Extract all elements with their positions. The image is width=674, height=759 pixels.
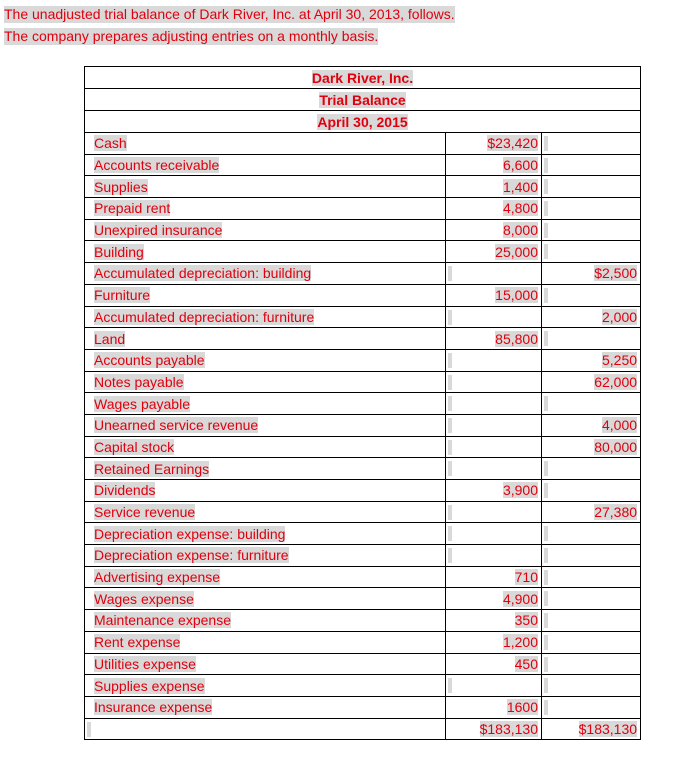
debit-cell bbox=[446, 371, 542, 393]
account-cell bbox=[85, 263, 446, 285]
debit-cell bbox=[446, 718, 542, 740]
debit-cell bbox=[446, 653, 542, 675]
account-name: Dividends bbox=[94, 482, 156, 499]
blank-marker bbox=[544, 223, 548, 238]
credit-cell bbox=[542, 718, 641, 740]
table-row bbox=[85, 328, 641, 350]
account-name: Wages expense bbox=[94, 590, 194, 607]
account-name: Prepaid rent bbox=[94, 200, 171, 217]
debit-cell bbox=[446, 414, 542, 436]
table-row bbox=[85, 631, 641, 653]
table-row bbox=[85, 501, 641, 523]
account-name: Furniture bbox=[94, 287, 151, 304]
debit-cell bbox=[446, 480, 542, 502]
credit-cell bbox=[542, 371, 641, 393]
account-name: Accumulated depreciation: building bbox=[94, 265, 312, 282]
table-row bbox=[85, 480, 641, 502]
debit-cell bbox=[446, 154, 542, 176]
credit-cell bbox=[542, 480, 641, 502]
debit-cell bbox=[446, 349, 542, 371]
debit-amount: 85,800 bbox=[495, 330, 538, 347]
account-name: Unexpired insurance bbox=[94, 222, 223, 239]
debit-amount: 1,400 bbox=[502, 178, 538, 195]
account-name: Rent expense bbox=[94, 634, 181, 651]
blank-marker bbox=[544, 244, 548, 259]
account-cell bbox=[85, 198, 446, 220]
account-cell bbox=[85, 523, 446, 545]
account-cell bbox=[85, 718, 446, 740]
credit-cell bbox=[542, 284, 641, 306]
blank-marker bbox=[448, 375, 452, 390]
account-cell bbox=[85, 133, 446, 155]
debit-amount: 8,000 bbox=[502, 222, 538, 239]
account-cell bbox=[85, 328, 446, 350]
table-row bbox=[85, 284, 641, 306]
blank-marker bbox=[448, 310, 452, 325]
table-row bbox=[85, 263, 641, 285]
blank-marker bbox=[544, 396, 548, 411]
blank-marker bbox=[448, 418, 452, 433]
account-name: Retained Earnings bbox=[94, 460, 210, 477]
account-name: Accounts receivable bbox=[94, 157, 220, 174]
blank-marker bbox=[544, 461, 548, 476]
account-cell bbox=[85, 306, 446, 328]
account-cell bbox=[85, 501, 446, 523]
debit-cell bbox=[446, 306, 542, 328]
debit-cell bbox=[446, 328, 542, 350]
table-row bbox=[85, 306, 641, 328]
credit-cell bbox=[542, 610, 641, 632]
account-name: Accumulated depreciation: furniture bbox=[94, 308, 315, 325]
company-name: Dark River, Inc. bbox=[311, 69, 414, 86]
blank-marker bbox=[448, 461, 452, 476]
blank-marker bbox=[544, 591, 548, 606]
account-name: Depreciation expense: building bbox=[94, 525, 286, 542]
account-cell bbox=[85, 675, 446, 697]
account-name: Maintenance expense bbox=[94, 612, 231, 629]
debit-cell bbox=[446, 588, 542, 610]
credit-amount: 80,000 bbox=[594, 438, 638, 455]
table-row bbox=[85, 414, 641, 436]
credit-cell bbox=[542, 501, 641, 523]
blank-marker bbox=[544, 700, 548, 715]
table-row bbox=[85, 436, 641, 458]
table-row bbox=[85, 696, 641, 718]
debit-amount: 1,200 bbox=[502, 634, 538, 651]
credit-amount: 2,000 bbox=[601, 308, 638, 325]
blank-marker bbox=[544, 483, 548, 498]
credit-cell bbox=[542, 306, 641, 328]
credit-cell bbox=[542, 631, 641, 653]
account-name: Wages payable bbox=[94, 395, 190, 412]
debit-cell bbox=[446, 545, 542, 567]
blank-marker bbox=[544, 526, 548, 541]
debit-amount: 450 bbox=[514, 655, 538, 672]
credit-cell bbox=[542, 523, 641, 545]
account-cell bbox=[85, 219, 446, 241]
blank-marker bbox=[448, 266, 452, 281]
debit-amount: 1600 bbox=[506, 699, 538, 716]
account-name: Capital stock bbox=[94, 438, 175, 455]
blank-marker bbox=[544, 613, 548, 628]
account-cell bbox=[85, 610, 446, 632]
credit-cell bbox=[542, 328, 641, 350]
table-row bbox=[85, 675, 641, 697]
account-name: Supplies expense bbox=[94, 677, 205, 694]
report-title: Trial Balance bbox=[319, 91, 406, 108]
table-row bbox=[85, 523, 641, 545]
account-cell bbox=[85, 696, 446, 718]
credit-amount: 27,380 bbox=[594, 504, 638, 521]
account-cell bbox=[85, 588, 446, 610]
account-cell bbox=[85, 545, 446, 567]
account-name: Supplies bbox=[94, 178, 148, 195]
blank-marker bbox=[448, 526, 452, 541]
totals-row bbox=[85, 718, 641, 740]
blank-marker bbox=[87, 722, 91, 737]
account-name: Service revenue bbox=[94, 504, 196, 521]
intro-line-1: The unadjusted trial balance of Dark River, Inc. at April 30, 2013, follows. bbox=[4, 6, 455, 22]
debit-cell bbox=[446, 176, 542, 198]
account-cell bbox=[85, 176, 446, 198]
debit-cell bbox=[446, 696, 542, 718]
credit-cell bbox=[542, 436, 641, 458]
debit-cell bbox=[446, 501, 542, 523]
account-cell bbox=[85, 371, 446, 393]
credit-amount: $2,500 bbox=[594, 265, 638, 282]
debit-amount: 6,600 bbox=[502, 157, 538, 174]
table-row bbox=[85, 371, 641, 393]
account-cell bbox=[85, 393, 446, 415]
table-row bbox=[85, 566, 641, 588]
debit-amount: $183,130 bbox=[479, 720, 538, 737]
account-cell bbox=[85, 566, 446, 588]
account-cell bbox=[85, 284, 446, 306]
debit-cell bbox=[446, 566, 542, 588]
table-row bbox=[85, 458, 641, 480]
debit-cell bbox=[446, 198, 542, 220]
table-row bbox=[85, 154, 641, 176]
credit-amount: 4,000 bbox=[601, 417, 638, 434]
debit-amount: 4,800 bbox=[502, 200, 538, 217]
credit-cell bbox=[542, 545, 641, 567]
table-row bbox=[85, 241, 641, 263]
credit-cell bbox=[542, 696, 641, 718]
table-row bbox=[85, 610, 641, 632]
debit-amount: 15,000 bbox=[495, 287, 538, 304]
account-name: Insurance expense bbox=[94, 699, 213, 716]
blank-marker bbox=[544, 201, 548, 216]
account-cell bbox=[85, 349, 446, 371]
debit-cell bbox=[446, 436, 542, 458]
debit-amount: $23,420 bbox=[487, 135, 538, 152]
table-row bbox=[85, 198, 641, 220]
credit-cell bbox=[542, 263, 641, 285]
debit-cell bbox=[446, 284, 542, 306]
credit-cell bbox=[542, 176, 641, 198]
debit-cell bbox=[446, 219, 542, 241]
credit-amount: 5,250 bbox=[601, 352, 638, 369]
header-company-row bbox=[85, 67, 641, 89]
account-name: Cash bbox=[94, 135, 127, 152]
blank-marker bbox=[544, 635, 548, 650]
blank-marker bbox=[544, 331, 548, 346]
debit-amount: 350 bbox=[514, 612, 538, 629]
account-cell bbox=[85, 458, 446, 480]
blank-marker bbox=[544, 570, 548, 585]
table-row bbox=[85, 588, 641, 610]
credit-cell bbox=[542, 588, 641, 610]
blank-marker bbox=[448, 505, 452, 520]
debit-cell bbox=[446, 610, 542, 632]
account-name: Advertising expense bbox=[94, 569, 221, 586]
blank-marker bbox=[448, 353, 452, 368]
blank-marker bbox=[544, 548, 548, 563]
account-cell bbox=[85, 414, 446, 436]
blank-marker bbox=[448, 548, 452, 563]
credit-cell bbox=[542, 349, 641, 371]
debit-amount: 4,900 bbox=[502, 590, 538, 607]
trial-balance-table bbox=[84, 66, 641, 740]
table-row bbox=[85, 349, 641, 371]
blank-marker bbox=[544, 136, 548, 151]
table-row bbox=[85, 653, 641, 675]
debit-cell bbox=[446, 458, 542, 480]
table-row bbox=[85, 219, 641, 241]
blank-marker bbox=[544, 288, 548, 303]
report-date: April 30, 2015 bbox=[317, 113, 408, 130]
blank-marker bbox=[544, 657, 548, 672]
credit-cell bbox=[542, 393, 641, 415]
debit-cell bbox=[446, 241, 542, 263]
blank-marker bbox=[448, 440, 452, 455]
credit-cell bbox=[542, 653, 641, 675]
credit-cell bbox=[542, 154, 641, 176]
credit-cell bbox=[542, 133, 641, 155]
account-cell bbox=[85, 436, 446, 458]
account-name: Notes payable bbox=[94, 373, 184, 390]
credit-cell bbox=[542, 241, 641, 263]
account-cell bbox=[85, 241, 446, 263]
account-cell bbox=[85, 480, 446, 502]
account-name: Depreciation expense: furniture bbox=[94, 547, 289, 564]
credit-amount: 62,000 bbox=[594, 373, 638, 390]
credit-cell bbox=[542, 414, 641, 436]
account-name: Accounts payable bbox=[94, 352, 205, 369]
debit-cell bbox=[446, 675, 542, 697]
debit-cell bbox=[446, 263, 542, 285]
debit-cell bbox=[446, 523, 542, 545]
credit-cell bbox=[542, 566, 641, 588]
intro-line-2: The company prepares adjusting entries on a monthly basis. bbox=[4, 28, 379, 44]
credit-cell bbox=[542, 219, 641, 241]
blank-marker bbox=[448, 678, 452, 693]
debit-amount: 3,900 bbox=[502, 482, 538, 499]
debit-amount: 710 bbox=[514, 569, 538, 586]
account-cell bbox=[85, 653, 446, 675]
blank-marker bbox=[544, 678, 548, 693]
table-row bbox=[85, 133, 641, 155]
debit-cell bbox=[446, 631, 542, 653]
credit-cell bbox=[542, 458, 641, 480]
credit-cell bbox=[542, 198, 641, 220]
table-row bbox=[85, 393, 641, 415]
debit-cell bbox=[446, 133, 542, 155]
blank-marker bbox=[544, 158, 548, 173]
credit-amount: $183,130 bbox=[578, 720, 638, 737]
header-title-row bbox=[85, 89, 641, 111]
account-name: Utilities expense bbox=[94, 655, 196, 672]
table-row bbox=[85, 545, 641, 567]
account-cell bbox=[85, 154, 446, 176]
account-name: Land bbox=[94, 330, 126, 347]
blank-marker bbox=[544, 179, 548, 194]
debit-amount: 25,000 bbox=[495, 243, 538, 260]
table-row bbox=[85, 176, 641, 198]
account-cell bbox=[85, 631, 446, 653]
account-name: Building bbox=[94, 243, 144, 260]
header-date-row bbox=[85, 111, 641, 133]
blank-marker bbox=[448, 396, 452, 411]
account-name: Unearned service revenue bbox=[94, 417, 259, 434]
credit-cell bbox=[542, 675, 641, 697]
debit-cell bbox=[446, 393, 542, 415]
